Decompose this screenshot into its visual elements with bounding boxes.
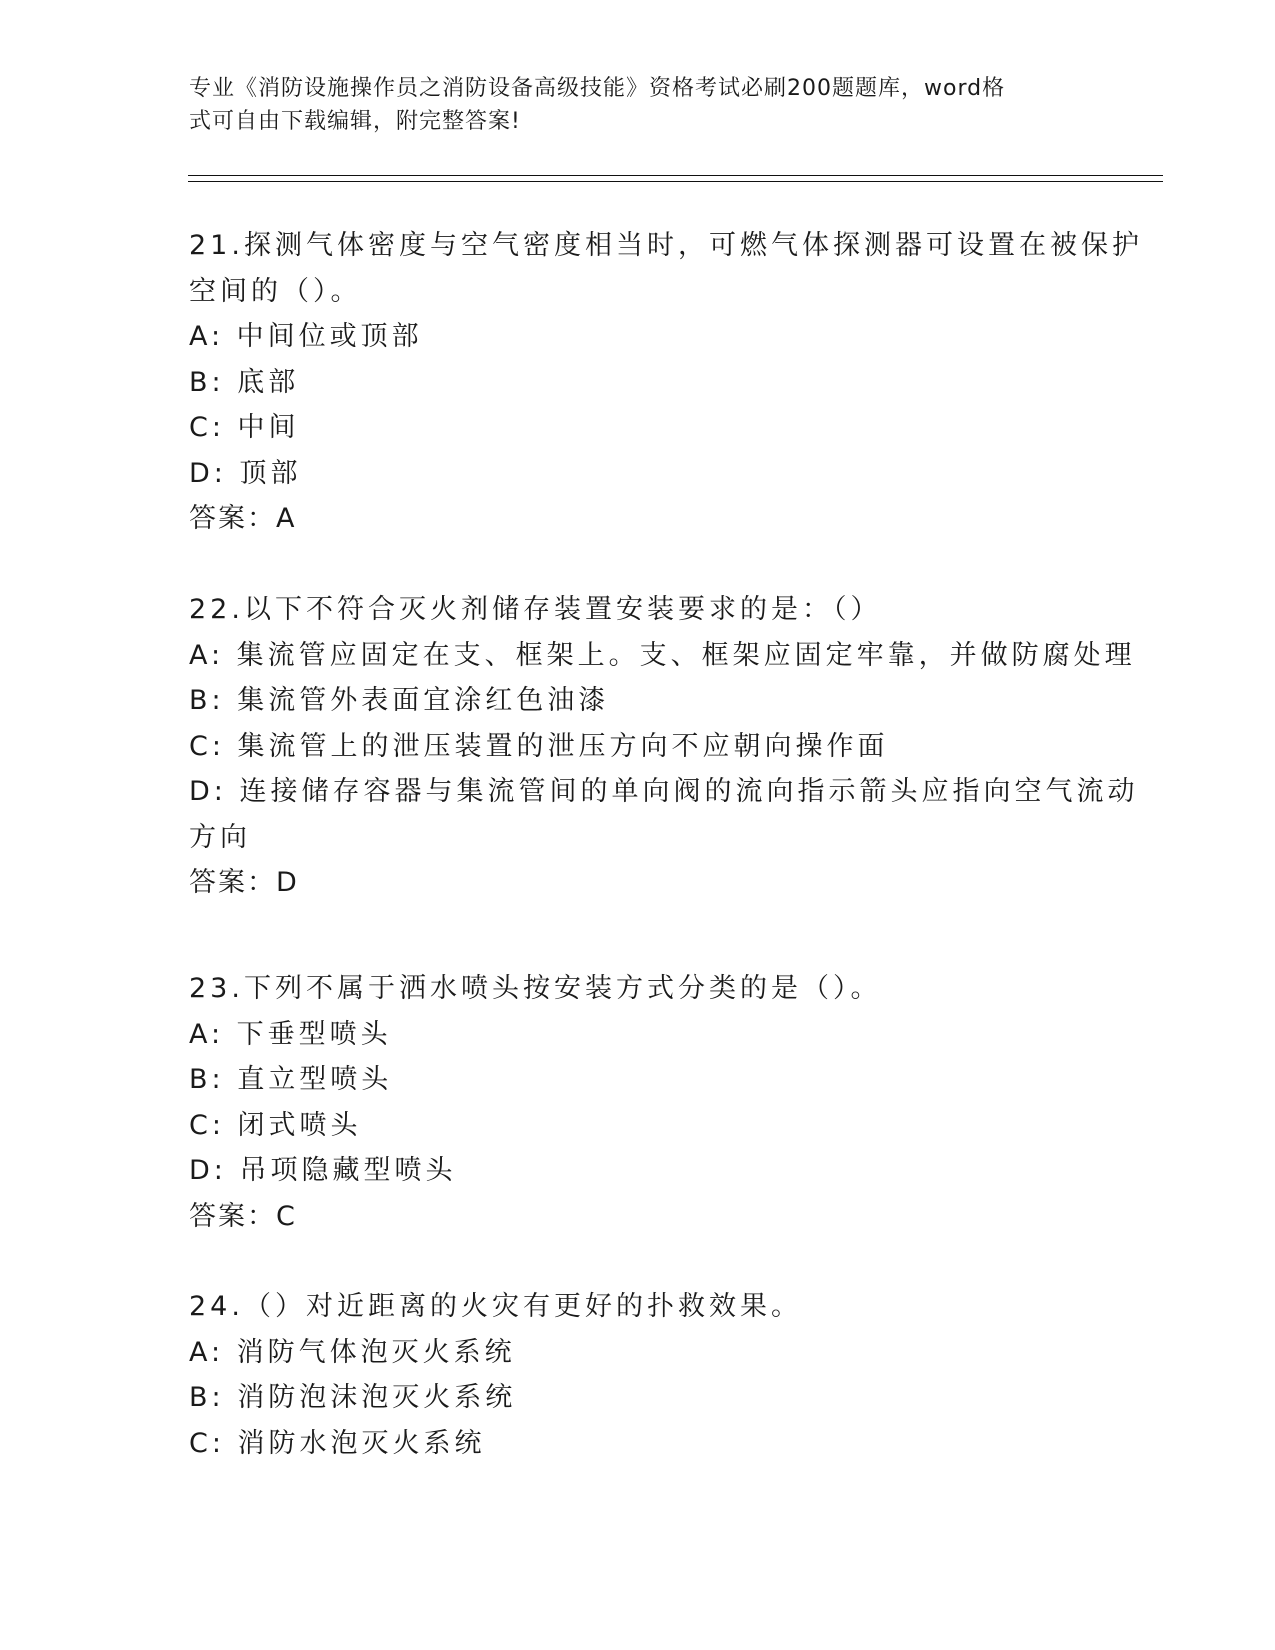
option-d: D: 顶部 bbox=[189, 457, 302, 489]
question-stem-line: 空间的（）。 bbox=[189, 275, 362, 307]
option-a: A: 集流管应固定在支、框架上。支、框架应固定牢靠，并做防腐处理 bbox=[189, 639, 1136, 671]
option-a: A: 下垂型喷头 bbox=[189, 1018, 392, 1050]
answer-label: 答案：D bbox=[189, 867, 299, 898]
question-stem-line: 24.（）对近距离的火灾有更好的扑救效果。 bbox=[189, 1291, 802, 1322]
option-c: C: 集流管上的泄压装置的泄压方向不应朝向操作面 bbox=[189, 730, 889, 762]
option-a: A: 消防气体泡灭火系统 bbox=[189, 1336, 516, 1368]
option-b: B: 消防泡沫泡灭火系统 bbox=[189, 1382, 517, 1413]
header-divider-top bbox=[188, 175, 1163, 176]
document-header bbox=[189, 72, 1089, 138]
header-line-1: 专业《消防设施操作员之消防设备高级技能》资格考试必刷200题题库，word格 bbox=[189, 76, 1006, 101]
question-21 bbox=[189, 223, 1143, 542]
option-d-continued: 方向 bbox=[189, 821, 251, 853]
option-c: C: 消防水泡灭火系统 bbox=[189, 1427, 486, 1459]
option-b: B: 底部 bbox=[189, 366, 300, 398]
option-b: B: 集流管外表面宜涂红色油漆 bbox=[189, 685, 610, 716]
option-b: B: 直立型喷头 bbox=[189, 1064, 393, 1095]
header-divider-bottom bbox=[188, 181, 1163, 182]
header-line-2: 式可自由下载编辑，附完整答案! bbox=[189, 109, 521, 134]
option-d: D: 吊项隐藏型喷头 bbox=[189, 1155, 457, 1186]
question-24 bbox=[189, 1284, 1089, 1466]
option-a: A: 中间位或顶部 bbox=[189, 321, 423, 352]
question-stem-line: 23.下列不属于洒水喷头按安装方式分类的是（）。 bbox=[189, 973, 882, 1004]
option-d: D: 连接储存容器与集流管间的单向阀的流向指示箭头应指向空气流动 bbox=[189, 776, 1139, 807]
question-stem-line: 22.以下不符合灭火剂储存装置安装要求的是：（） bbox=[189, 594, 882, 625]
question-stem-line: 21.探测气体密度与空气密度相当时，可燃气体探测器可设置在被保护 bbox=[189, 230, 1143, 261]
question-22 bbox=[189, 587, 1139, 906]
question-23 bbox=[189, 966, 1089, 1239]
option-c: C: 中间 bbox=[189, 412, 300, 443]
option-c: C: 闭式喷头 bbox=[189, 1109, 362, 1141]
answer-label: 答案：C bbox=[189, 1200, 297, 1232]
answer-label: 答案：A bbox=[189, 503, 297, 534]
